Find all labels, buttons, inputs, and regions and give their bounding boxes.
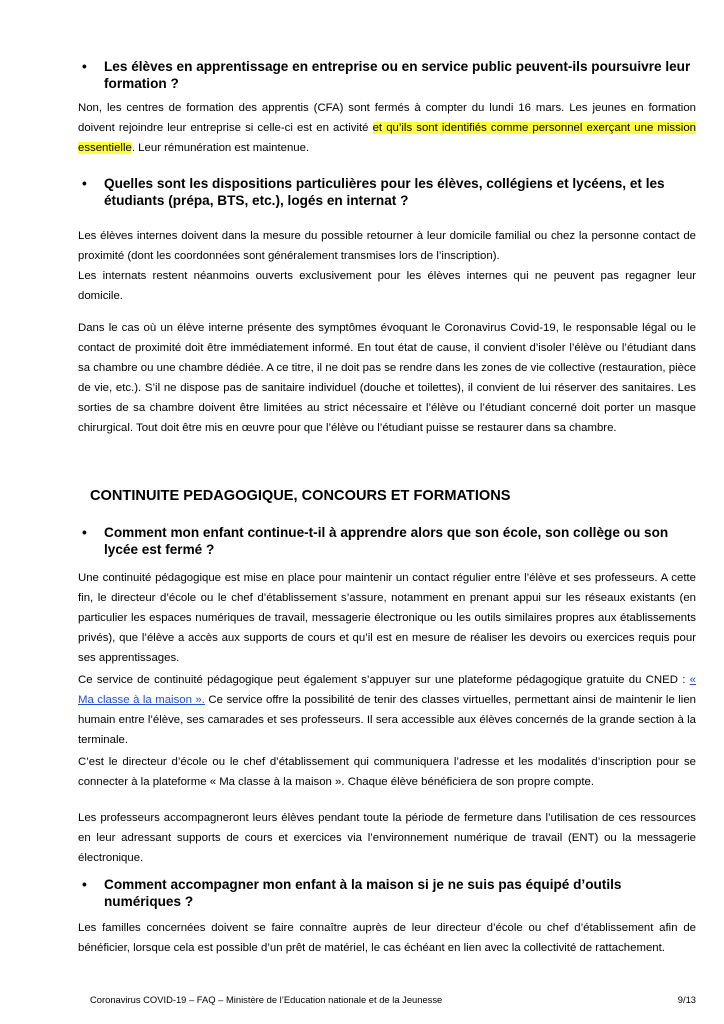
question-internat: [78, 175, 696, 209]
paragraph-familles: Les familles concernées doivent se faire connaître auprès de leur directeur d’école ou chef d’établissement afin de bénéficier, lorsque cela est possible d’un prêt de matériel, le cas échéant en lien avec la collectivité de rattachement.: [78, 922, 696, 954]
paragraph-text: . Leur rémunération est maintenue.: [131, 142, 310, 154]
paragraph-text: Non, les centres de formation des apprentis (CFA) sont fermés à compter du lundi 16 mars. Les jeunes en formation doivent rejoindre leur entreprise si celle-ci est en activité: [78, 102, 696, 134]
document-page: [78, 0, 696, 1024]
paragraph-symptomes: Dans le cas où un élève interne présente des symptômes évoquant le Coronavirus Covid-19, le responsable légal ou le contact de proximité doit être immédiatement informé. En tout état de cause, il convient d’isoler l’élève ou l’étudiant dans sa chambre ou une chambre dédiée. A ce titre, il ne doit pas se rendre dans les zones de vie collective (restauration, pièce de vie, etc.). S’il ne dispose pas de sanitaire individuel (douche et toilettes), il convient de lui réserver des sanitaires. Les sorties de sa chambre doivent être limitées au strict nécessaire et l’élève ou l’étudiant concerné doit porter un masque chirurgical. Tout doit être mis en œuvre pour que l’élève ou l’étudiant puisse se restaurer dans sa chambre.: [78, 322, 696, 434]
bullet: •: [82, 59, 87, 74]
page-footer: [90, 994, 696, 1006]
bullet: •: [82, 525, 87, 540]
question-text: Comment mon enfant continue-t-il à apprendre alors que son école, son collège ou son lycée est fermé ?: [104, 525, 669, 557]
section-heading: CONTINUITE PEDAGOGIQUE, CONCOURS ET FORMATIONS: [90, 488, 511, 504]
paragraph-text: Ce service offre la possibilité de tenir des classes virtuelles, permettant ainsi de maintenir le lien humain entre l’élève, ses camarades et ses professeurs. Il sera accessible aux élèves concernés de la grande section à la terminale.: [78, 694, 696, 746]
paragraph-professeurs: Les professeurs accompagneront leurs élèves pendant toute la période de fermeture dans l’utilisation de ces ressources en leur adressant supports de cours et exercices via l’environnement numérique de travail (ENT) ou la messagerie électronique.: [78, 812, 696, 864]
footer-title: Coronavirus COVID-19 – FAQ – Ministère de l’Education nationale et de la Jeunesse: [90, 994, 443, 1005]
question-text: Comment accompagner mon enfant à la maison si je ne suis pas équipé d’outils numériques ?: [104, 877, 622, 909]
paragraph-text: Ce service de continuité pédagogique peut également s’appuyer sur une plateforme pédagogique gratuite du CNED :: [78, 674, 690, 686]
bullet: •: [82, 176, 87, 191]
page-number: 9/13: [677, 994, 696, 1005]
ma-classe-link[interactable]: « Ma classe à la maison ».: [78, 674, 696, 706]
paragraph-internat-ouverts: Les internats restent néanmoins ouverts exclusivement pour les élèves internes qui ne peuvent pas regagner leur domicile.: [78, 270, 696, 302]
question-outils-numeriques: [78, 876, 696, 910]
paragraph-internat-retour: Les élèves internes doivent dans la mesure du possible retourner à leur domicile familial ou chez la personne contact de proximité (dont les coordonnées sont généralement transmises lors de l’inscription).: [78, 230, 696, 262]
paragraph-cned: [78, 670, 696, 750]
highlighted-text: et qu’ils sont identifiés comme personnel exerçant une mission essentielle: [78, 122, 697, 154]
question-continuite: [78, 524, 696, 558]
question-text: Les élèves en apprentissage en entreprise ou en service public peuvent-ils poursuivre leur formation ?: [104, 59, 691, 91]
paragraph-continuite: Une continuité pédagogique est mise en place pour maintenir un contact régulier entre l’élève et ses professeurs. A cette fin, le directeur d’école ou le chef d’établissement s’assure, notamment en prenant appui sur les réseaux existants (en particulier les espaces numériques de travail, messagerie électronique ou les outils similaires propres aux établissements privés), que l’élève a accès aux supports de cours et qu’il est en mesure de réaliser les devoirs ou exercices requis pour ses apprentissages.: [78, 572, 696, 664]
bullet: •: [82, 877, 87, 892]
paragraph-directeur: C’est le directeur d’école ou le chef d’établissement qui communiquera l’adresse et les modalités d’inscription pour se connecter à la plateforme « Ma classe à la maison ». Chaque élève bénéficiera de son propre compte.: [78, 756, 696, 788]
question-text: Quelles sont les dispositions particulières pour les élèves, collégiens et lycéens, et les étudiants (prépa, BTS, etc.), logés en internat ?: [104, 176, 665, 208]
question-apprentissage: [78, 58, 696, 92]
paragraph-apprentissage: [78, 98, 696, 158]
